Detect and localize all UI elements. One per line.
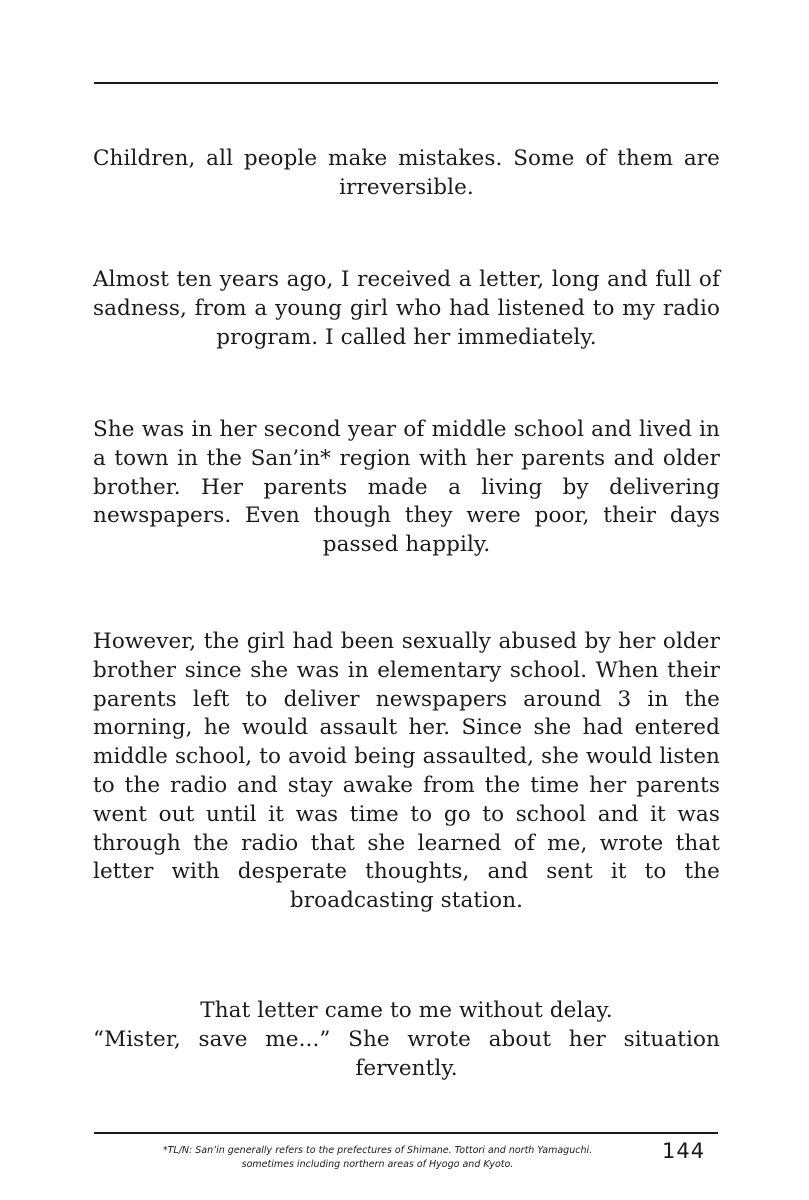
closing-line-3: fervently.: [355, 1055, 458, 1081]
footnote: [100, 1144, 655, 1172]
footnote-rule: [94, 1132, 718, 1134]
paragraph-2: Almost ten years ago, I received a letter, long and full of sadness, from a young girl who had listened to my radio program. I called her immediately.: [93, 267, 720, 350]
footnote-line-2: sometimes including northern areas of Hyogo and Kyoto.: [241, 1159, 514, 1170]
top-rule: [94, 82, 718, 84]
footnote-line-1: *TL/N: San’in generally refers to the prefectures of Shimane. Tottori and north Yamaguchi.: [162, 1145, 593, 1156]
paragraph-1: Children, all people make mistakes. Some of them are irreversible.: [93, 146, 720, 200]
paragraph-5: [93, 997, 720, 1083]
paragraph-3: She was in her second year of middle school and lived in a town in the San’in* region with her parents and older brother. Her parents made a living by delivering newspapers. Even though they were poor, their days passed happily.: [93, 417, 720, 558]
closing-line-1: That letter came to me without delay.: [200, 998, 613, 1023]
paragraph-4: However, the girl had been sexually abused by her older brother since she was in elementary school. When their parents left to deliver newspapers around 3 in the morning, he would assault her. Since she had entered middle school, to avoid being assaulted, she would listen to the radio and stay awake from the time her parents went out until it was time to go to school and it was through the radio that she learned of me, wrote that letter with desperate thoughts, and sent it to the broadcasting station.: [93, 629, 720, 914]
closing-line-2: “Mister, save me...” She wrote about her situation: [93, 1026, 720, 1052]
page-number: 144: [662, 1139, 706, 1163]
